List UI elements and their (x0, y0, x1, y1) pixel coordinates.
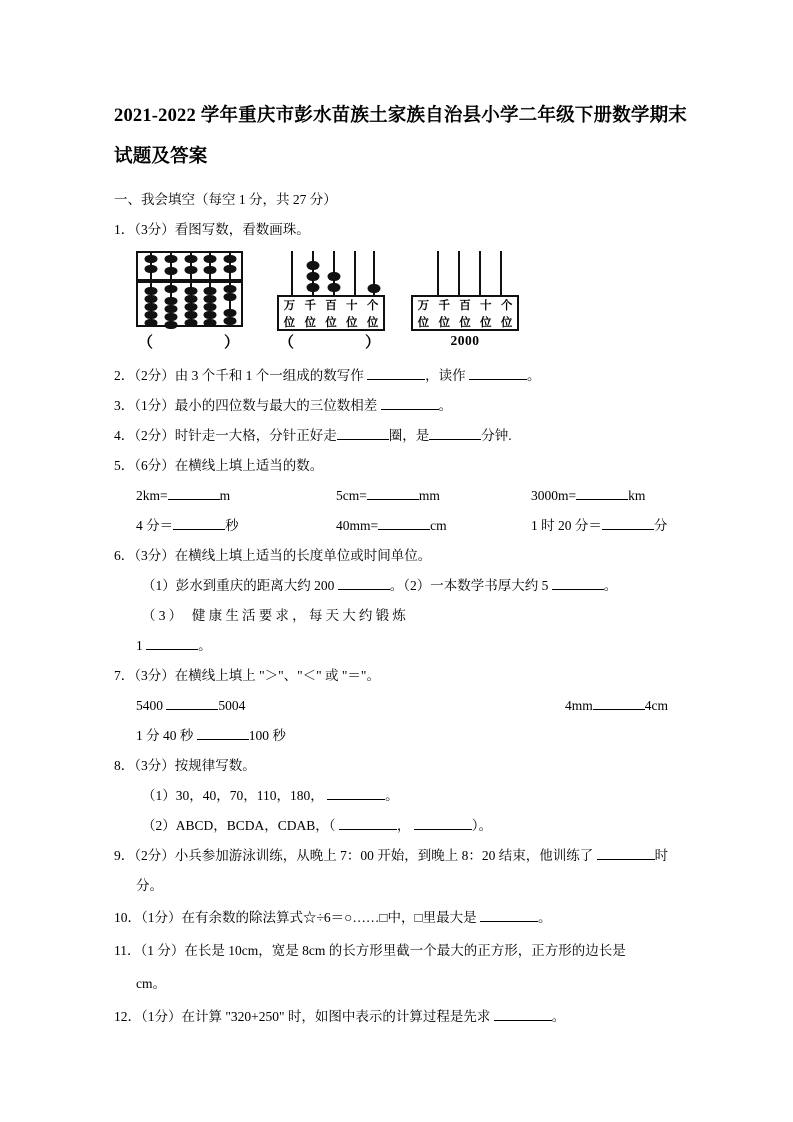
abacus-bead (204, 255, 217, 263)
q8-sub2-mid: ， (396, 818, 411, 833)
question-4-text-pre: 4．（2分）时针走一大格，分针正好走 (114, 428, 337, 443)
abacus-bead (224, 293, 237, 301)
answer-blank-q5-1[interactable] (168, 486, 220, 500)
question-4 (114, 421, 688, 451)
abacus-bead (224, 265, 237, 273)
place-label-wan: 万 (417, 297, 430, 312)
abacus-suanpan (136, 251, 243, 351)
q6-sub1-post: 。 (389, 578, 404, 593)
answer-blank-q10[interactable] (480, 908, 538, 922)
question-4-text-post: 分钟. (481, 428, 512, 443)
place-value-abacus-empty (411, 251, 519, 351)
place-rod (354, 251, 356, 297)
abacus-bead (185, 255, 198, 263)
question-9-text-mid: 时 (654, 848, 669, 863)
answer-blank-q8-3[interactable] (414, 816, 472, 830)
abacus-bead (224, 255, 237, 263)
question-6-sub-3-continued (114, 631, 688, 661)
abacus2-paren-open: （ (279, 335, 295, 351)
answer-blank-q12[interactable] (494, 1007, 552, 1021)
place-unit-wei: 位 (417, 314, 430, 329)
answer-blank-q8-1[interactable] (327, 786, 385, 800)
q7-cell (136, 721, 439, 751)
q5-label: 40mm= (336, 518, 379, 533)
place-value-abacus-with-beads (277, 251, 385, 351)
question-2 (114, 361, 688, 391)
q5-cell (336, 511, 531, 541)
q8-sub2-post: ）。 (471, 818, 493, 833)
answer-blank-q7-3[interactable] (197, 726, 249, 740)
question-3 (114, 391, 688, 421)
abacus-bead (185, 319, 198, 327)
q5-cell (336, 481, 531, 511)
q5-label: 2km= (136, 488, 168, 503)
q6-sub3-num: 1 (136, 638, 143, 653)
question-2-text-mid: ，读作 (425, 368, 466, 383)
answer-blank-q4-1[interactable] (337, 426, 389, 440)
question-9 (114, 841, 688, 871)
abacus-bead (145, 303, 158, 311)
abacus-bead (204, 303, 217, 311)
abacus-bead (145, 295, 158, 303)
abacus2-paren-close: ） (365, 335, 381, 351)
question-9-text-pre: 9．（2分）小兵参加游泳训练，从晚上 7：00 开始，到晚上 8：20 结束，他训练了 (114, 848, 594, 863)
place-label-bai: 百 (459, 297, 471, 312)
q5-label: 1 时 20 分＝ (531, 518, 602, 533)
q5-unit: m (219, 488, 231, 503)
place-label-shi: 十 (346, 297, 358, 312)
place-label-bai: 百 (325, 297, 337, 312)
q7-right-value: 4cm (644, 698, 669, 713)
place-unit-wei: 位 (283, 314, 296, 329)
place-unit-wei: 位 (366, 314, 379, 329)
place-value-row-bottom (413, 314, 517, 331)
answer-blank-q9-1[interactable] (597, 846, 655, 860)
place-value-box (277, 295, 385, 331)
abacus-bead (145, 319, 158, 327)
question-2-text-pre: 2．（2分）由 3 个千和 1 个一组成的数写作 (114, 368, 364, 383)
question-12 (114, 1000, 688, 1033)
abacus-bead (145, 265, 158, 273)
question-12-text-post: 。 (551, 1009, 566, 1024)
question-11-line-2: cm。 (136, 976, 166, 991)
answer-blank-q6-1[interactable] (338, 576, 390, 590)
q6-sub3-post: 。 (198, 638, 212, 653)
question-8-sub-1 (114, 781, 688, 811)
suanpan-frame (136, 251, 243, 327)
abacus-bead (368, 284, 381, 293)
answer-blank-q7-2[interactable] (593, 696, 645, 710)
question-7-row-1 (114, 691, 688, 721)
place-rod (458, 251, 460, 297)
q5-cell (531, 481, 688, 511)
question-6-text: 6．（3分）在横线上填上适当的长度单位或时间单位。 (114, 548, 432, 563)
abacus-bead (328, 272, 341, 281)
abacus-bead (224, 317, 237, 325)
answer-blank-q8-2[interactable] (339, 816, 397, 830)
question-11-line-1: 11．（1 分）在长是 10cm，宽是 8cm 的长方形里截一个最大的正方形，正方形的边长是 (114, 943, 626, 958)
q5-label: 3000m= (531, 488, 577, 503)
q5-unit: 分 (653, 518, 668, 533)
abacus-bead (165, 313, 178, 321)
abacus-bead (204, 266, 217, 274)
page-title: 2021-2022 学年重庆市彭水苗族土家族自治县小学二年级下册数学期末试题及答案 (114, 106, 687, 167)
question-5-text: 5．（6分）在横线上填上适当的数。 (114, 458, 324, 473)
q5-unit: 秒 (225, 518, 239, 533)
question-5-row-2 (114, 511, 688, 541)
q7-left-label: 5400 (136, 698, 163, 713)
q6-sub2-text: （2）一本数学书厚大约 5 (403, 578, 549, 593)
abacus-bead (165, 305, 178, 313)
place-unit-wei: 位 (459, 314, 471, 329)
place-value-row-bottom (279, 314, 383, 331)
answer-blank-q5-6[interactable] (602, 516, 654, 530)
place-value-row-top (413, 297, 517, 314)
place-rod (479, 251, 481, 297)
abacus-bead (165, 255, 178, 263)
abacus-bead (145, 311, 158, 319)
place-unit-wei: 位 (304, 314, 316, 329)
question-8-text: 8．（3分）按规律写数。 (114, 758, 256, 773)
q7-cell (439, 691, 688, 721)
q7-left-value: 5004 (218, 698, 246, 713)
abacus-bead (224, 285, 237, 293)
place-unit-wei: 位 (438, 314, 450, 329)
abacus-bead (307, 272, 320, 281)
place-label-wan: 万 (283, 297, 296, 312)
q6-sub2-post: 。 (603, 578, 618, 593)
place-label-shi: 十 (480, 297, 492, 312)
question-12-text-pre: 12．（1分）在计算 "320+250" 时，如图中表示的计算过程是先求 (114, 1009, 491, 1024)
question-10-text-pre: 10．（1分）在有余数的除法算式☆÷6＝○……□中，□里最大是 (114, 910, 477, 925)
question-1-figure (114, 251, 688, 359)
place-label-qian: 千 (304, 297, 316, 312)
q5-cell (531, 511, 688, 541)
abacus-bead (204, 319, 217, 327)
abacus-bead (224, 309, 237, 317)
q7-row2-value: 100 秒 (248, 728, 286, 743)
abacus-bead (204, 287, 217, 295)
rod-figure (411, 251, 519, 351)
q7-row2-label: 1 分 40 秒 (136, 728, 194, 743)
question-3-text-pre: 3．（1分）最小的四位数与最大的三位数相差 (114, 398, 378, 413)
q8-sub1-post: 。 (385, 788, 399, 803)
abacus1-paren-close: ） (224, 335, 240, 351)
question-8-sub-2 (114, 811, 688, 841)
section-heading-fill-in-blanks: 一、我会填空（每空 1 分，共 27 分） (114, 192, 337, 207)
abacus-bead (165, 267, 178, 275)
answer-blank-q6-2[interactable] (552, 576, 604, 590)
abacus-bead (204, 311, 217, 319)
question-7-text: 7．（3分）在横线上填上 "＞"、"＜" 或 "＝"。 (114, 668, 380, 683)
abacus-bead (145, 255, 158, 263)
answer-blank-q2-1[interactable] (367, 366, 425, 380)
q5-label: 4 分＝ (136, 518, 174, 533)
abacus-bead (307, 261, 320, 270)
q8-sub2-text: （2）ABCD，BCDA，CDAB，（ (142, 818, 336, 833)
abacus-bead (185, 303, 198, 311)
answer-blank-q5-3[interactable] (576, 486, 628, 500)
place-label-ge: 个 (500, 297, 513, 312)
q5-unit: cm (430, 518, 447, 533)
question-2-text-post: 。 (527, 368, 541, 383)
place-label-ge: 个 (366, 297, 379, 312)
abacus1-paren-open: （ (138, 335, 154, 351)
question-3-text-post: 。 (438, 398, 453, 413)
question-9-line-2: 分。 (136, 878, 163, 893)
abacus-bead (185, 311, 198, 319)
abacus-bead (307, 283, 320, 292)
question-5-row-1 (114, 481, 688, 511)
abacus-bead (328, 283, 341, 292)
abacus-bead (185, 295, 198, 303)
question-4-text-mid: 圈，是 (388, 428, 430, 443)
abacus3-value-label: 2000 (450, 333, 480, 348)
place-unit-wei: 位 (325, 314, 337, 329)
abacus-bead (145, 287, 158, 295)
q6-sub1-text: （1）彭水到重庆的距离大约 200 (142, 578, 335, 593)
answer-blank-q4-2[interactable] (429, 426, 481, 440)
abacus-bead (165, 321, 178, 329)
abacus-bead (204, 295, 217, 303)
place-rod (500, 251, 502, 297)
abacus-bead (185, 287, 198, 295)
place-unit-wei: 位 (346, 314, 358, 329)
question-6-sub-3: （3） 健康生活要求，每天大约锻炼 (142, 608, 410, 623)
answer-blank-q6-3[interactable] (146, 636, 198, 650)
place-unit-wei: 位 (500, 314, 513, 329)
place-rod (291, 251, 293, 297)
q7-right-label: 4mm (565, 698, 593, 713)
abacus-bead (185, 266, 198, 274)
q5-label: 5cm= (336, 488, 367, 503)
answer-blank-q5-2[interactable] (367, 486, 419, 500)
q7-cell (136, 691, 439, 721)
abacus-bead (165, 285, 178, 293)
place-rod (437, 251, 439, 297)
question-7-row-2 (114, 721, 688, 751)
answer-blank-q5-5[interactable] (378, 516, 430, 530)
q5-cell (136, 511, 336, 541)
question-1-text: 1．（3分）看图写数，看数画珠。 (114, 222, 310, 237)
q5-cell (136, 481, 336, 511)
answer-blank-q5-4[interactable] (173, 516, 225, 530)
place-label-qian: 千 (438, 297, 450, 312)
place-value-box (411, 295, 519, 331)
place-unit-wei: 位 (480, 314, 492, 329)
question-10-text-post: 。 (538, 910, 552, 925)
q5-unit: km (628, 488, 646, 503)
answer-blank-q2-2[interactable] (469, 366, 527, 380)
question-6-sub-1-2 (114, 571, 688, 601)
q8-sub1-text: （1）30，40，70，110，180， (142, 788, 324, 803)
abacus-bead (165, 297, 178, 305)
page-content (114, 96, 688, 1033)
q5-unit: mm (418, 488, 440, 503)
question-10 (114, 901, 688, 934)
place-value-row-top (279, 297, 383, 314)
answer-blank-q3[interactable] (381, 396, 439, 410)
answer-blank-q7-1[interactable] (166, 696, 218, 710)
